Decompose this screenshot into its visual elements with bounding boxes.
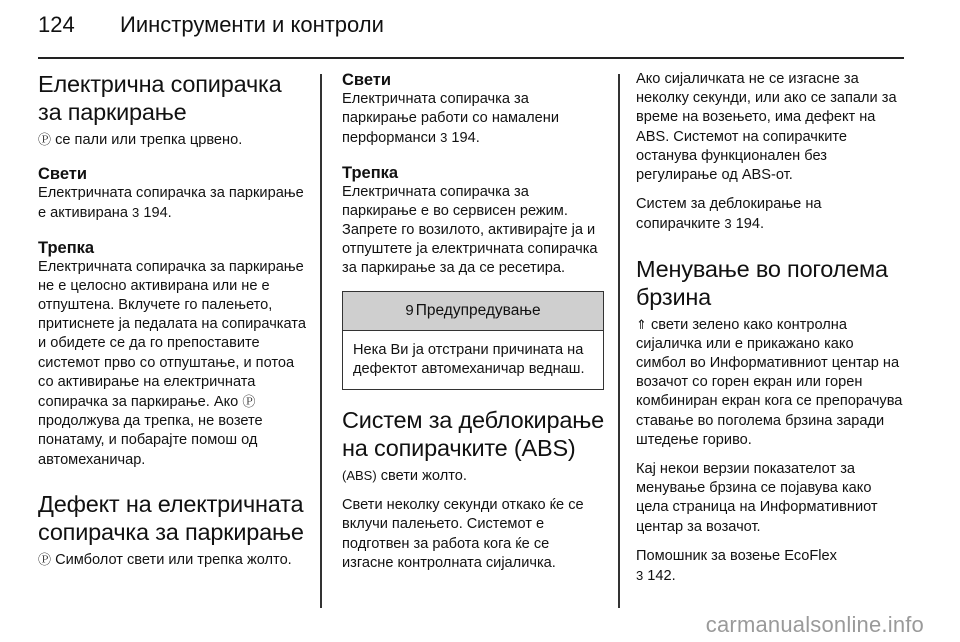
abs-paragraph: Свети неколку секунди откако ќе се вклучи палењето. Системот е подготвен за работа кога ќе се изгасне контролната сијаличка.	[342, 497, 584, 571]
column-2	[342, 70, 604, 573]
section-title-abs: Систем за деблокирање на сопирачките (ABS)	[342, 407, 604, 462]
brake-fault-line: Ⓟ Симболот свети или трепка жолто.	[38, 551, 292, 568]
paragraph-trepka-2: Електричната сопирачка за паркирање е во сервисен режим. Запрете го возилото, активирајте ја и отпуштете ја електричната сопирачка за паркирање за да се ресетира.	[342, 183, 598, 277]
page-ref-icon: 3	[724, 216, 732, 232]
paragraph-trepka: Електричната сопирачка за паркирање не е целосно активирана или не е отпуштена. Вклучете го палењето, притиснете ја педалата на сопирачката и обидете се да го препоставите системот прво со отпуштање, и потоа со активирање на електричната сопирачка за паркирање. Ако Ⓟ продолжува да трепка, не возете понатаму, и побарајте помош од автомеханичар.	[38, 258, 306, 468]
abs-icon: (ABS)	[342, 468, 377, 484]
ecoflex-paragraph: Помошник за возење EcoFlex	[636, 547, 837, 564]
warning-box	[342, 291, 604, 390]
column-3	[636, 70, 904, 586]
watermark: carmanualsonline.info	[705, 612, 924, 637]
warning-body: Нека Ви ја отстрани причината на дефектот автомеханичар веднаш.	[353, 341, 585, 377]
section-title-brake-fault: Дефект на електричната сопирачка за паркирање	[38, 490, 304, 545]
header-rule	[38, 57, 904, 59]
upshift-icon: ⇑	[636, 316, 647, 332]
page-ref-icon: 3	[132, 205, 140, 221]
page-number: 124	[38, 12, 75, 37]
page-ref-icon: 3	[440, 130, 448, 146]
page-header	[38, 12, 920, 52]
brake-fault-icon: Ⓟ	[38, 551, 52, 567]
upshift-versions-paragraph: Кај некои верзии показателот за менување брзина се појавува како цела страница на Информативниот центар за возачот.	[636, 461, 878, 535]
abs-ref-paragraph: Систем за деблокирање на сопирачките 3 194.	[636, 196, 822, 233]
chapter-title: Иинструменти и контроли	[120, 12, 384, 37]
section-title-parking-brake: Електрична сопирачка за паркирање	[38, 71, 282, 125]
column-1	[38, 70, 306, 570]
abs-fault-paragraph: Ако сијаличката не се изгасне за неколку секунди, или ако се запали за време на возењето, има дефект на ABS. Системот на сопирачките останува функционален без регулирање од ABS-от.	[636, 71, 897, 184]
page-ref-icon: 3	[636, 568, 644, 584]
subheading-sveti-2: Свети	[342, 71, 392, 89]
ecoflex-ref: 3 142.	[636, 568, 676, 585]
paragraph-sveti-2: Електричната сопирачка за паркирање работи со намалени перформанси 3 194.	[342, 91, 560, 147]
section-title-upshift: Менување во поголема брзина	[636, 255, 888, 310]
paragraph-sveti: Електричната сопирачка за паркирање е активирана 3 194.	[38, 185, 304, 222]
column-divider-1	[320, 74, 322, 608]
subheading-sveti: Свети	[38, 165, 88, 184]
warning-triangle-icon: 9	[405, 302, 414, 320]
parking-brake-icon: Ⓟ	[242, 394, 256, 410]
column-divider-2	[618, 74, 620, 608]
parking-brake-icon: Ⓟ	[38, 132, 52, 147]
warning-header	[343, 292, 603, 331]
warning-title: Предупредување	[415, 301, 541, 319]
parking-brake-intro: Ⓟ се пали или трепка црвено.	[38, 132, 243, 148]
abs-line: (ABS) свети жолто.	[342, 468, 467, 485]
upshift-paragraph: ⇑ свети зелено како контролна сијаличка или е прикажано како симбол во Информативниот центар на возачот со горен екран или горен комбиниран екран кога се препорачува ставање во поголема брзина заради штедење гориво.	[636, 316, 903, 448]
subheading-trepka: Трепка	[38, 238, 95, 257]
subheading-trepka-2: Трепка	[342, 163, 399, 182]
